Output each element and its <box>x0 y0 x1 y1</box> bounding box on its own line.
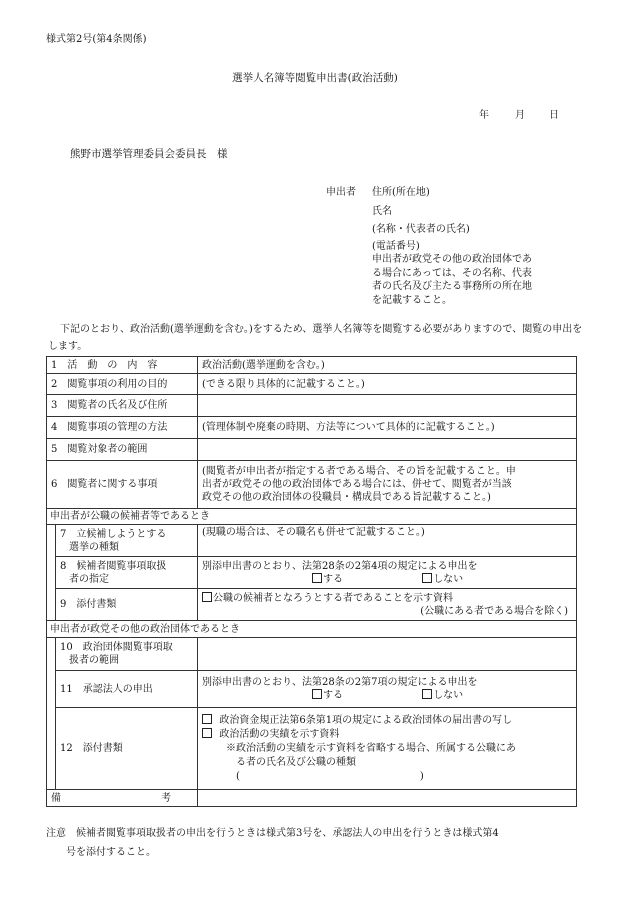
row8-label-line: 者の指定 <box>69 573 109 585</box>
row7-label-line: 7 立候補しようとする <box>60 528 167 540</box>
row3-content[interactable] <box>198 395 577 417</box>
row5-content[interactable] <box>198 439 577 461</box>
option-label: しない <box>433 690 464 701</box>
row12-item1[interactable] <box>202 714 572 728</box>
row8-text: 別添申出書のとおり、法第28条の2第4項の規定による申出を <box>202 560 478 572</box>
section-party-heading: 申出者が政党その他の政治団体であるとき <box>47 621 577 638</box>
row8-option-yes[interactable] <box>312 574 343 585</box>
row9-option[interactable] <box>202 592 572 605</box>
row10-label-line: 扱者の範囲 <box>69 655 119 666</box>
remarks-content[interactable] <box>198 790 577 807</box>
intro-text: 下記のとおり、政治活動(選挙運動を含む。)をするため、選挙人名簿等を閲覧する必要がありますので、閲覧の申出をします。 <box>48 324 583 352</box>
indent-spacer <box>47 671 56 708</box>
row7-label <box>56 525 198 557</box>
row1-label: 1 活 動 の 内 容 <box>47 357 198 374</box>
indent-spacer <box>47 589 56 621</box>
date-day-label: 日 <box>549 110 559 121</box>
page-title: 選挙人名簿等閲覧申出書(政治活動) <box>232 72 398 84</box>
row8-option-no[interactable] <box>422 574 463 585</box>
row9-content <box>198 589 577 621</box>
row11-options <box>202 689 572 702</box>
row12-note-line: る者の氏名及び公職の種類 <box>236 756 356 768</box>
option-label: 政治活動の実績を示す資料 <box>219 728 340 740</box>
applicant-note-line: を記載すること。 <box>372 294 452 306</box>
date-month-label: 月 <box>515 110 525 121</box>
checkbox-icon[interactable] <box>202 728 212 738</box>
row12-label: 12 添付書類 <box>56 708 198 790</box>
row2-content[interactable]: (できる限り具体的に記載すること。) <box>198 374 577 395</box>
section-candidate-heading: 申出者が公職の候補者等であるとき <box>47 509 577 525</box>
row2-label: 2 閲覧事項の利用の目的 <box>47 374 198 395</box>
row4-label: 4 閲覧事項の管理の方法 <box>47 417 198 439</box>
addressee: 熊野市選挙管理委員会委員長 様 <box>70 148 228 160</box>
checkbox-icon[interactable] <box>202 714 212 724</box>
indent-spacer <box>47 525 56 557</box>
row6-content-line: (閲覧者が申出者が指定する者である場合、その旨を記載すること。申 <box>202 466 516 477</box>
form-number: 様式第2号(第4条関係) <box>46 34 147 45</box>
checkbox-icon[interactable] <box>312 573 322 583</box>
row10-label <box>56 638 198 671</box>
footnote-line: 号を添付すること。 <box>66 847 156 858</box>
row11-option-yes[interactable] <box>312 690 343 701</box>
date-year-label: 年 <box>479 110 489 121</box>
row6-content-line: 政党その他の政治団体の役職員・構成員である旨記載すること。) <box>202 492 491 503</box>
row9-label: 9 添付書類 <box>56 589 198 621</box>
applicant-phone-field[interactable]: (電話番号) <box>372 241 420 252</box>
row12-note-line: ※政治活動の実績を示す資料を省略する場合、所属する公職にあ <box>226 742 516 754</box>
row8-content <box>198 557 577 589</box>
row12-item2[interactable] <box>202 728 572 742</box>
row12-paren-field[interactable]: ( ) <box>236 770 424 782</box>
row6-content[interactable] <box>198 461 577 509</box>
indent-spacer <box>47 708 56 790</box>
footnote-line: 注意 候補者閲覧事項取扱者の申出を行うときは様式第3号を、承認法人の申出を行うときは様式第4 <box>46 828 499 839</box>
row7-content[interactable]: (現職の場合は、その職名も併せて記載すること。) <box>198 525 577 557</box>
row12-content <box>198 708 577 790</box>
checkbox-icon[interactable] <box>312 689 322 699</box>
row10-label-line: 10 政治団体閲覧事項取 <box>60 642 173 653</box>
applicant-name-field[interactable]: 氏名 <box>372 206 392 217</box>
indent-spacer <box>47 557 56 589</box>
option-label: する <box>323 690 343 701</box>
footnote <box>46 824 591 862</box>
applicant-label: 申出者 <box>326 187 356 198</box>
row1-content: 政治活動(選挙運動を含む。) <box>198 357 577 374</box>
applicant-org-name-field[interactable]: (名称・代表者の氏名) <box>372 224 470 235</box>
row10-content[interactable] <box>198 638 577 671</box>
checkbox-icon[interactable] <box>202 592 212 602</box>
row11-content <box>198 671 577 708</box>
option-label: する <box>323 573 343 585</box>
row4-content[interactable]: (管理体制や廃棄の時期、方法等について具体的に記載すること。) <box>198 417 577 439</box>
row7-label-line: 選挙の種類 <box>69 541 119 553</box>
applicant-address-field[interactable]: 住所(所在地) <box>372 187 430 198</box>
row9-note: (公職にある者である場合を除く) <box>420 605 568 617</box>
checkbox-icon[interactable] <box>422 689 432 699</box>
option-label: 政治資金規正法第6条第1項の規定による政治団体の届出書の写し <box>219 714 513 726</box>
applicant-note-line: る場合にあっては、その名称、代表 <box>372 267 532 279</box>
row5-label: 5 閲覧対象者の範囲 <box>47 439 198 461</box>
application-table <box>46 356 577 807</box>
remarks-label: 備 考 <box>47 790 198 807</box>
applicant-note-line: 申出者が政党その他の政治団体であ <box>372 254 532 265</box>
row8-label <box>56 557 198 589</box>
row6-label: 6 閲覧者に関する事項 <box>47 461 198 509</box>
row6-content-line: 出者が政党その他の政治団体である場合には、併せて、閲覧者が当該 <box>202 479 512 490</box>
row11-option-no[interactable] <box>422 690 463 701</box>
row8-options <box>202 573 572 586</box>
option-label: しない <box>433 573 464 585</box>
applicant-note <box>372 253 572 307</box>
applicant-note-line: 者の氏名及び主たる事務所の所在地 <box>372 281 532 292</box>
row11-text: 別添申出書のとおり、法第28条の2第7項の規定による申出を <box>202 677 478 688</box>
option-label: 公職の候補者となろうとする者であることを示す資料 <box>213 592 453 604</box>
row3-label: 3 閲覧者の氏名及び住所 <box>47 395 198 417</box>
checkbox-icon[interactable] <box>422 573 432 583</box>
row11-label: 11 承認法人の申出 <box>56 671 198 708</box>
indent-spacer <box>47 638 56 671</box>
row8-label-line: 8 候補者閲覧事項取扱 <box>60 560 167 572</box>
